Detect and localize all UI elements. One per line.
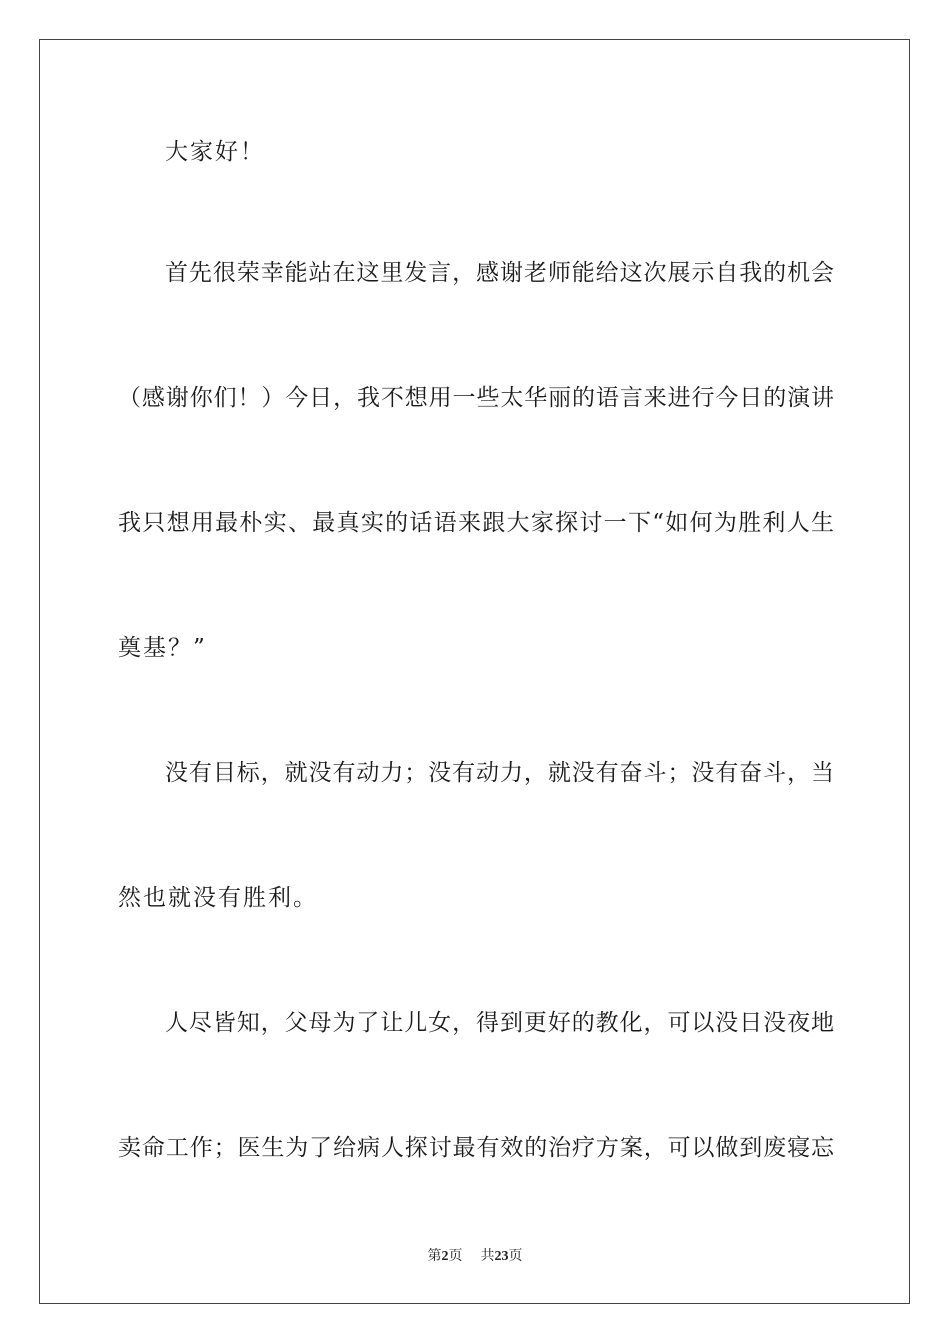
total-suffix: 页 xyxy=(508,1248,523,1264)
paragraph-line: 没有目标，就没有动力；没有动力，就没有奋斗；没有奋斗，当 xyxy=(165,760,834,786)
paragraph-line: 首先很荣幸能站在这里发言，感谢老师能给这次展示自我的机会 xyxy=(165,260,834,286)
paragraph-line: 奠基？” xyxy=(118,635,207,661)
page-number: 2 xyxy=(441,1249,449,1264)
page-prefix: 第 xyxy=(427,1248,442,1264)
total-pages: 23 xyxy=(494,1249,509,1264)
paragraph-line: 然也就没有胜利。 xyxy=(118,885,318,911)
page-suffix: 页 xyxy=(448,1248,463,1264)
paragraph-line: 我只想用最朴实、最真实的话语来跟大家探讨一下“如何为胜利人生 xyxy=(118,510,834,536)
page-border xyxy=(39,39,910,1304)
total-prefix: 共 xyxy=(480,1248,495,1264)
paragraph-line: （感谢你们！）今日，我不想用一些太华丽的语言来进行今日的演讲 xyxy=(118,385,834,411)
paragraph-line: 卖命工作；医生为了给病人探讨最有效的治疗方案，可以做到废寝忘 xyxy=(118,1135,834,1161)
paragraph-line: 大家好！ xyxy=(165,139,265,165)
paragraph-line: 人尽皆知，父母为了让儿女，得到更好的教化，可以没日没夜地 xyxy=(165,1010,834,1036)
page-footer xyxy=(0,1246,950,1267)
